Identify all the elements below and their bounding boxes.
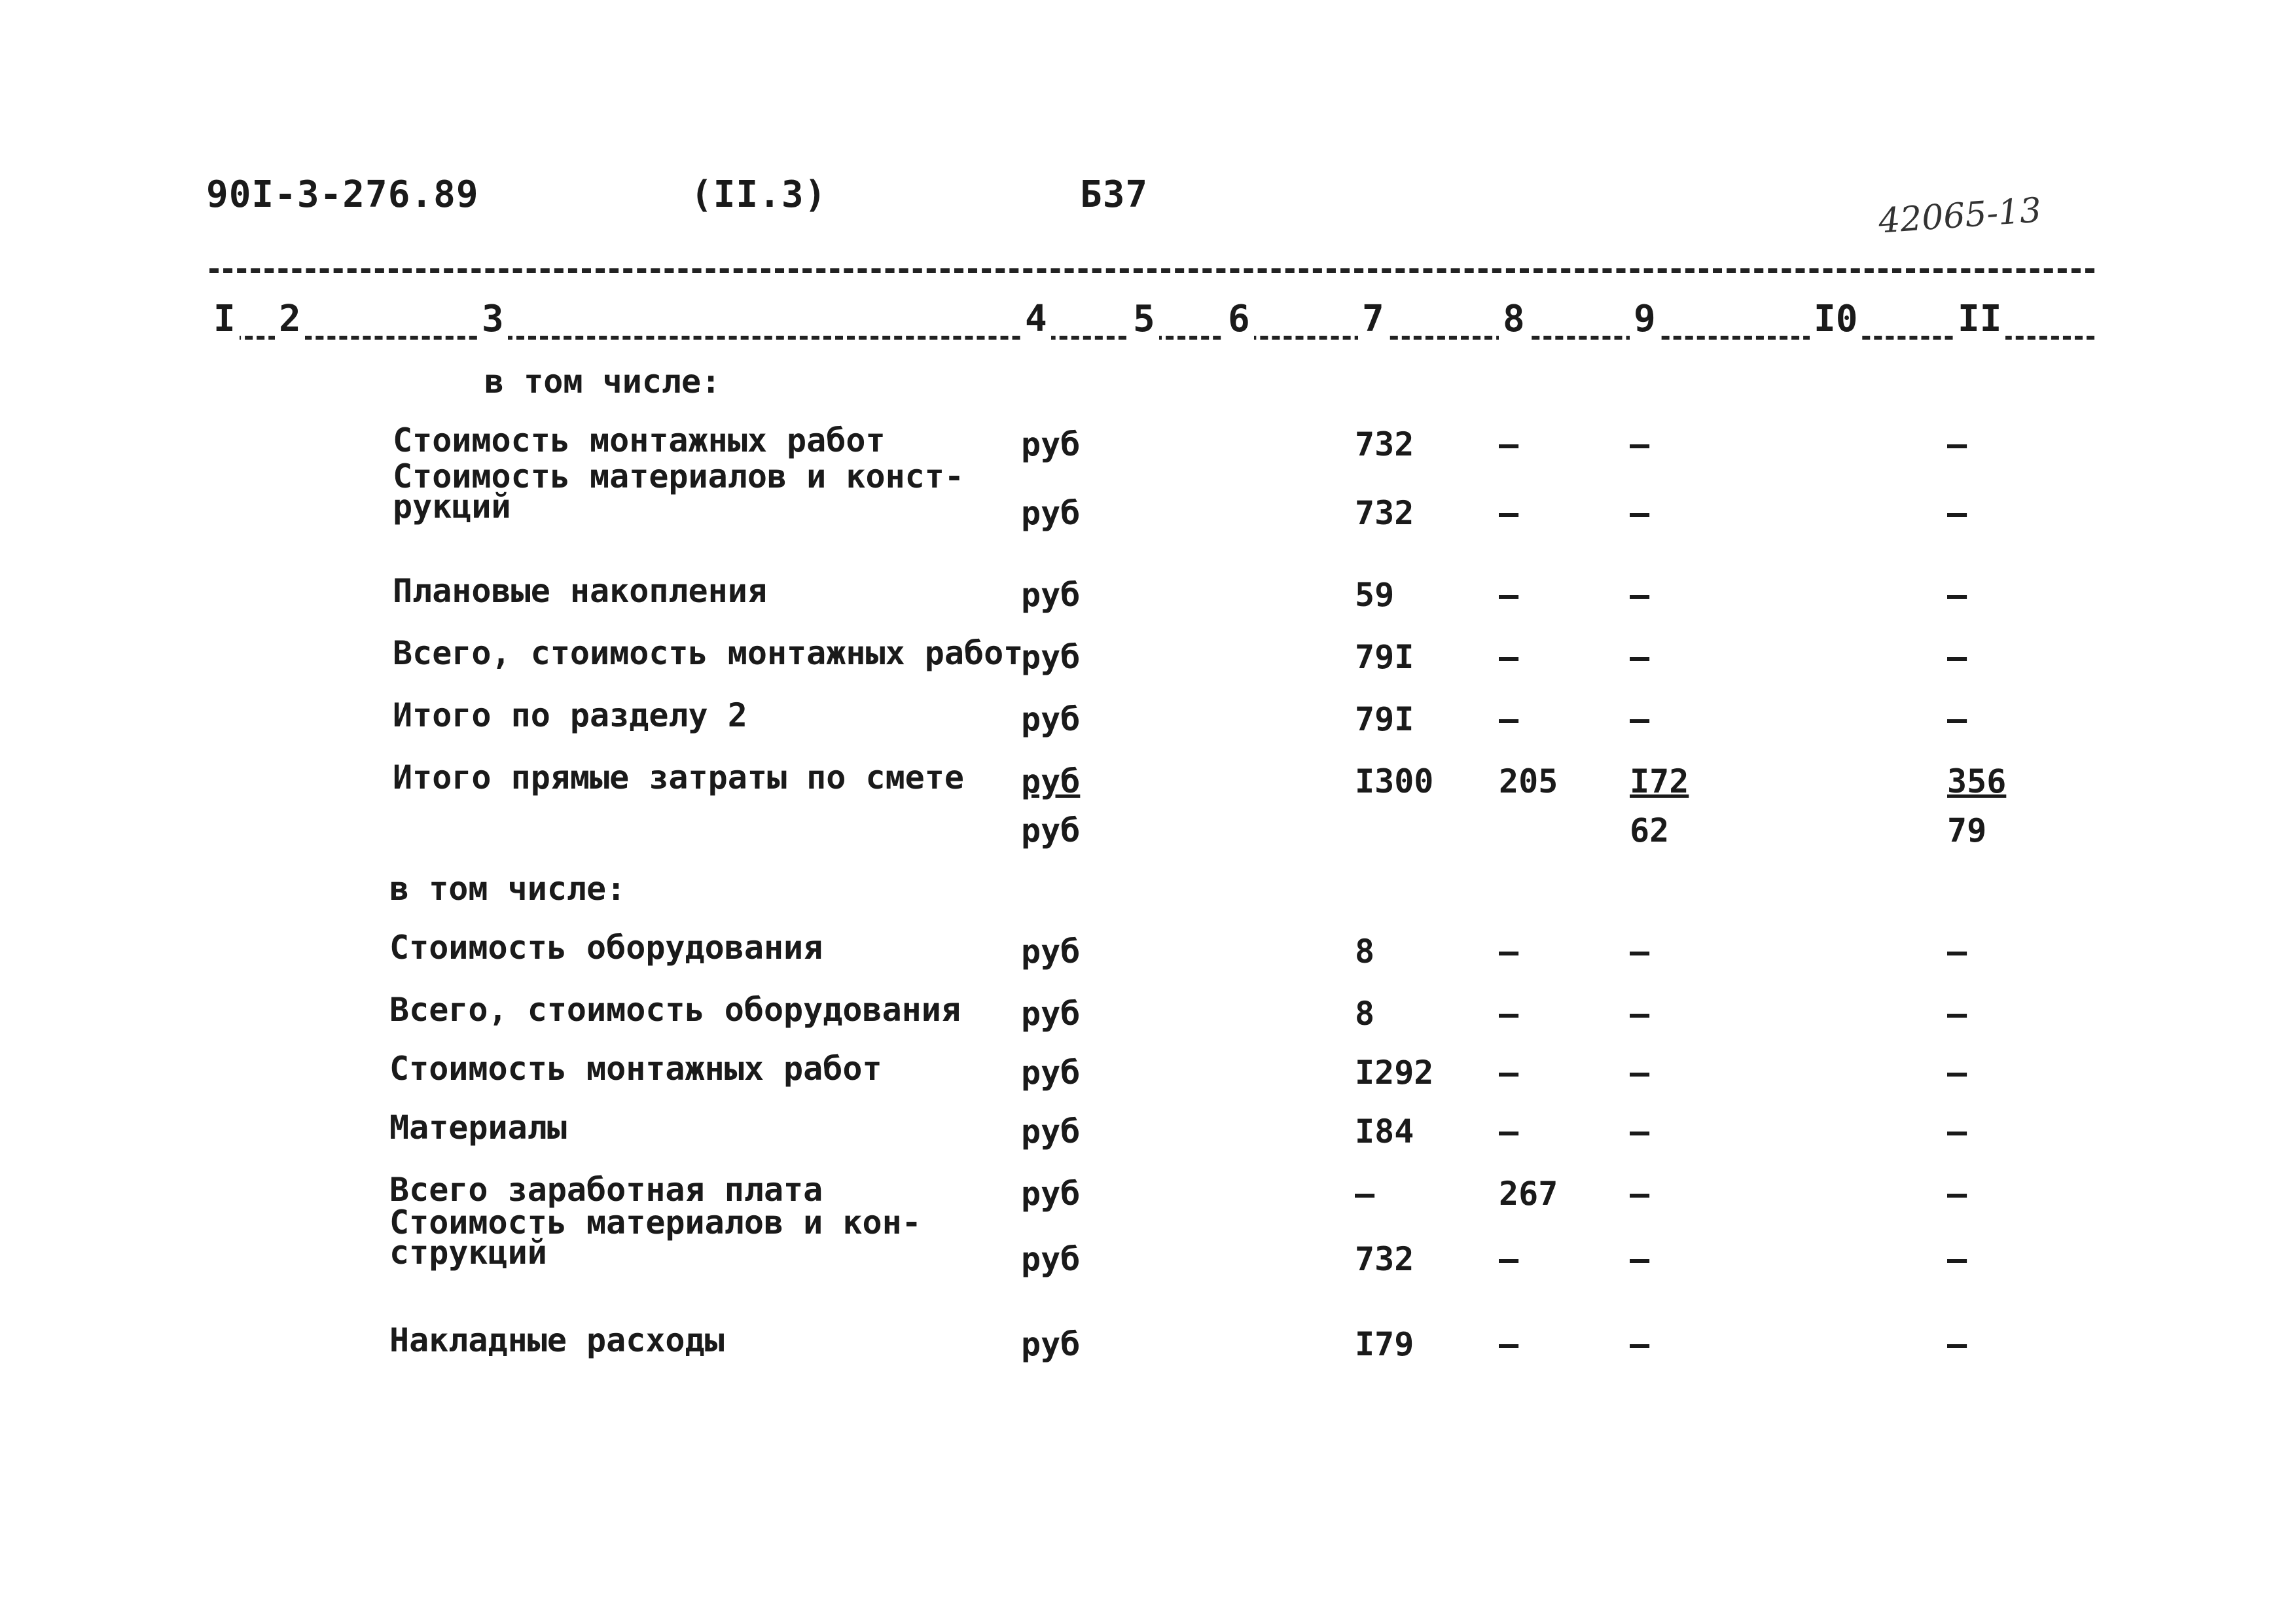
value-col-11: – [1947, 1175, 1967, 1213]
value-col-8: – [1499, 1325, 1519, 1363]
value-col-9: 62 [1630, 812, 1670, 849]
value-col-8: 205 [1499, 762, 1558, 800]
value-col-7: 732 [1355, 425, 1414, 463]
column-number-3: 3 [478, 298, 508, 340]
unit-cell: руб [1021, 1175, 1081, 1213]
value-col-9: – [1630, 933, 1650, 971]
value-col-8: – [1499, 1054, 1519, 1092]
value-col-11: – [1947, 1113, 1967, 1150]
row-label: Итого по разделу 2 [393, 696, 747, 734]
column-number-8: 8 [1499, 298, 1529, 340]
unit-cell: руб [1021, 1240, 1081, 1278]
column-number-5: 5 [1129, 298, 1159, 340]
value-col-8: – [1499, 1240, 1519, 1278]
value-col-11: – [1947, 995, 1967, 1033]
value-col-11: – [1947, 1325, 1967, 1363]
value-col-11: 79 [1947, 812, 1987, 849]
unit-cell: руб [1021, 762, 1081, 800]
unit-cell: руб [1021, 1325, 1081, 1363]
value-col-7: 79I [1355, 638, 1414, 676]
value-col-8: – [1499, 494, 1519, 532]
section-subheading: в том числе: [389, 870, 626, 908]
value-col-7: 8 [1355, 995, 1375, 1033]
row-label: Материалы [389, 1109, 567, 1147]
value-col-9: – [1630, 1113, 1650, 1150]
unit-cell: руб [1021, 995, 1081, 1033]
value-col-7: 732 [1355, 1240, 1414, 1278]
row-label: Стоимость монтажных работ [389, 1050, 882, 1088]
value-col-8: – [1499, 700, 1519, 738]
value-col-9: – [1630, 1325, 1650, 1363]
value-col-8: 267 [1499, 1175, 1558, 1213]
row-label: Итого прямые затраты по смете [393, 758, 964, 796]
page-number: Б37 [1080, 173, 1149, 216]
unit-cell: руб [1021, 576, 1081, 614]
value-col-11: – [1947, 638, 1967, 676]
column-number-1: I [209, 298, 240, 340]
unit-cell: руб [1021, 638, 1081, 676]
value-col-11: 356 [1947, 762, 2007, 800]
value-col-11: – [1947, 1054, 1967, 1092]
value-col-11: – [1947, 425, 1967, 463]
value-col-7: 59 [1355, 576, 1395, 614]
value-col-9: – [1630, 1175, 1650, 1213]
value-col-7: I300 [1355, 762, 1434, 800]
row-label: Всего, стоимость оборудования [389, 991, 961, 1029]
value-col-8: – [1499, 576, 1519, 614]
value-col-11: – [1947, 1240, 1967, 1278]
value-col-11: – [1947, 933, 1967, 971]
value-col-11: – [1947, 700, 1967, 738]
unit-cell: руб [1021, 1113, 1081, 1150]
row-label: Стоимость материалов и конст- рукций [393, 457, 964, 526]
value-col-8: – [1499, 1113, 1519, 1150]
value-col-9: – [1630, 995, 1650, 1033]
value-col-9: – [1630, 576, 1650, 614]
row-label: Стоимость оборудования [389, 929, 823, 967]
value-col-7: I292 [1355, 1054, 1434, 1092]
column-number-9: 9 [1630, 298, 1660, 340]
row-label: Накладные расходы [389, 1321, 725, 1359]
unit-cell: руб [1021, 1054, 1081, 1092]
column-number-6: 6 [1224, 298, 1254, 340]
value-col-8: – [1499, 933, 1519, 971]
value-col-9: – [1630, 425, 1650, 463]
row-label: Стоимость материалов и кон- струкций [389, 1204, 922, 1272]
column-number-11: II [1954, 298, 2005, 340]
row-label: Всего, стоимость монтажных работ [393, 634, 1024, 672]
value-col-9: I72 [1630, 762, 1689, 800]
column-number-4: 4 [1021, 298, 1051, 340]
row-label: Плановые накопления [393, 572, 767, 610]
value-col-9: – [1630, 1054, 1650, 1092]
value-col-9: – [1630, 638, 1650, 676]
row-label: Всего заработная плата [389, 1171, 823, 1209]
section-code: (II.3) [691, 173, 827, 216]
value-col-9: – [1630, 700, 1650, 738]
unit-cell: руб [1021, 933, 1081, 971]
value-col-8: – [1499, 638, 1519, 676]
column-number-2: 2 [275, 298, 305, 340]
column-number-7: 7 [1358, 298, 1388, 340]
value-col-7: 8 [1355, 933, 1375, 971]
column-number-10: I0 [1810, 298, 1861, 340]
value-col-7: – [1355, 1175, 1375, 1213]
unit-cell: руб [1021, 700, 1081, 738]
section-subheading: в том числе: [484, 363, 721, 401]
value-col-11: – [1947, 576, 1967, 614]
column-number-row [209, 298, 2094, 344]
value-col-9: – [1630, 494, 1650, 532]
unit-cell: руб [1021, 425, 1081, 463]
unit-cell: руб [1021, 494, 1081, 532]
value-col-7: 732 [1355, 494, 1414, 532]
value-col-9: – [1630, 1240, 1650, 1278]
value-col-7: I79 [1355, 1325, 1414, 1363]
handwritten-reference: 42065-13 [1877, 190, 2043, 241]
top-dashed-rule [209, 268, 2094, 273]
unit-cell: руб [1021, 812, 1081, 849]
value-col-7: I84 [1355, 1113, 1414, 1150]
value-col-8: – [1499, 995, 1519, 1033]
value-col-11: – [1947, 494, 1967, 532]
value-col-7: 79I [1355, 700, 1414, 738]
value-col-8: – [1499, 425, 1519, 463]
row-label: Стоимость монтажных работ [393, 421, 886, 459]
doc-code: 90I-3-276.89 [206, 173, 479, 216]
